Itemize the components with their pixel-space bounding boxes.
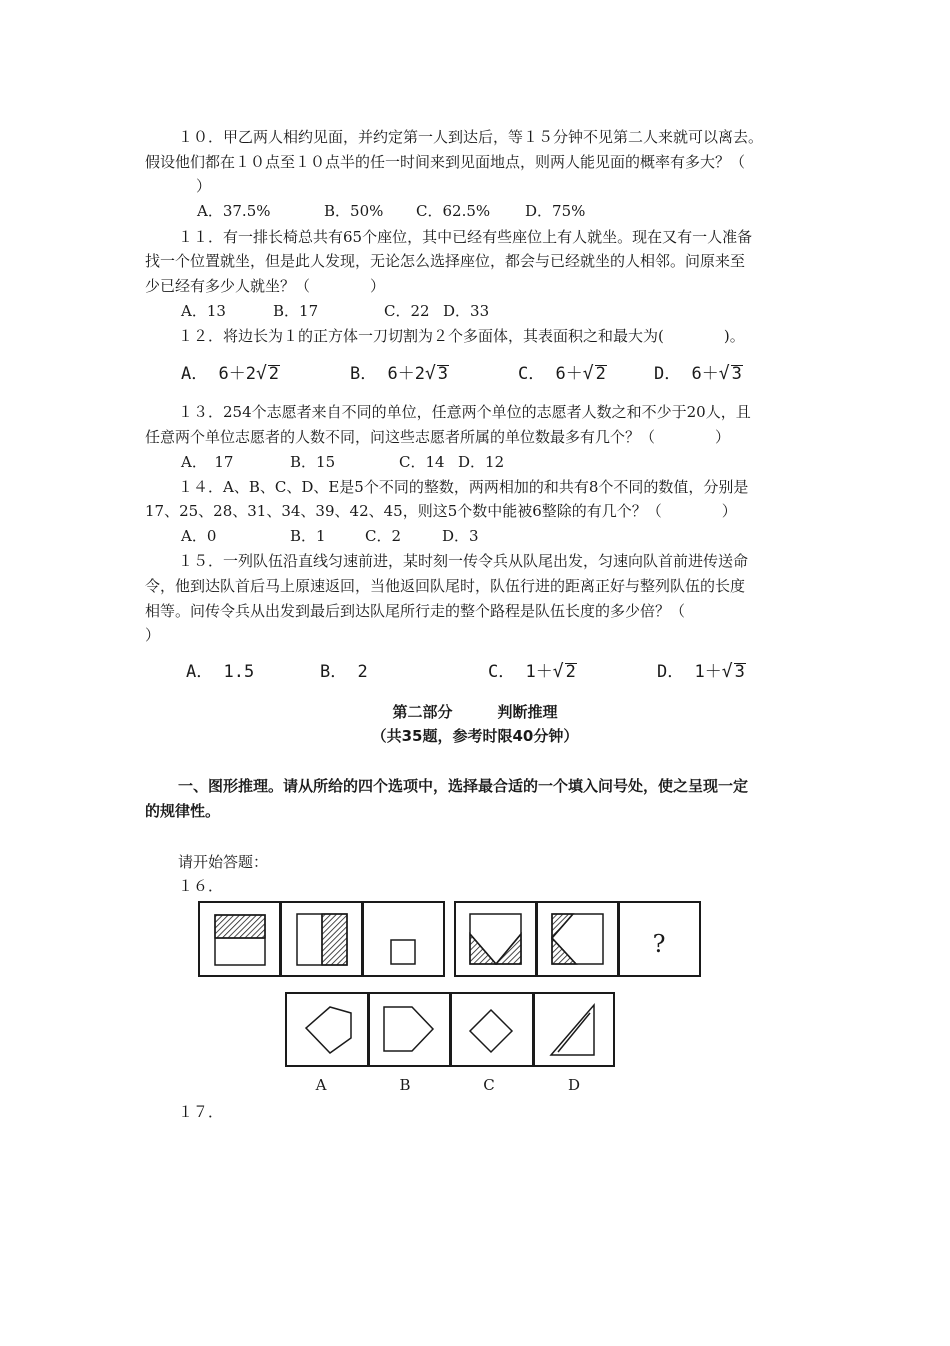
- sequence-box-4: [455, 902, 536, 976]
- q15-line-4: ）: [145, 626, 161, 644]
- shape-small-square: [391, 940, 415, 964]
- q10-option-c: C．62.5%: [416, 202, 491, 220]
- q13-line-2: 任意两个单位志愿者的人数不同，问这些志愿者所属的单位数最多有几个？（ ）: [145, 428, 731, 446]
- q14-line-1: １４．A、B、C、D、E是5个不同的整数，两两相加的和共有8个不同的数值，分别是: [178, 478, 749, 496]
- sequence-box-5: [537, 902, 618, 976]
- instruction-line-1: 一、图形推理。请从所给的四个选项中，选择最合适的一个填入问号处，使之呈现一定: [178, 777, 749, 795]
- q13-option-d: D．12: [458, 453, 505, 471]
- q12-option-a: A． 6＋2√ 2: [181, 363, 280, 384]
- q15-option-c: C． 1＋√ 2: [488, 661, 576, 682]
- q13-option-c: C．14: [399, 453, 445, 471]
- option-box-b: [369, 993, 450, 1066]
- q15-option-a: A． 1.5: [186, 662, 255, 682]
- section-title: 第二部分 判断推理: [392, 703, 558, 721]
- q15-option-b: B． 2: [320, 662, 368, 682]
- option-box-a: [286, 993, 368, 1066]
- q12-option-d: D． 6＋√ 3: [654, 363, 742, 384]
- q13-option-a: A． 17: [181, 453, 234, 471]
- q11-option-c: C．22: [384, 302, 430, 320]
- shape-v-notch-square: [470, 914, 521, 964]
- q11-line-2: 找一个位置就坐，但是此人发现，无论怎么选择座位，都会与已经就坐的人相邻。问原来至: [145, 252, 746, 270]
- q16-label: １６．: [178, 877, 224, 895]
- q14-option-a: A．0: [181, 527, 217, 545]
- shape-left-notch-square: [552, 914, 603, 964]
- q12-line-1: １２．将边长为１的正方体一刀切割为２个多面体，其表面积之和最大为( )。: [178, 327, 745, 345]
- q10-line-2: 假设他们都在１０点至１０点半的任一时间来到见面地点，则两人能见面的概率有多大？（: [145, 153, 746, 171]
- q17-label: １７．: [178, 1103, 224, 1121]
- section-subtitle: （共35题，参考时限40分钟）: [371, 727, 579, 745]
- option-a-pentagon: [306, 1007, 351, 1053]
- q11-option-d: D．33: [443, 302, 490, 320]
- q11-line-3: 少已经有多少人就坐？（ ）: [145, 277, 386, 295]
- q12-option-b: B． 6＋2√ 3: [350, 363, 449, 384]
- q15-option-d: D． 1＋√ 3: [657, 661, 745, 682]
- option-b-pentagon: [384, 1007, 433, 1051]
- q15-line-2: 令，他到达队首后马上原速返回，当他返回队尾时，队伍行进的距离正好与整列队伍的长度: [145, 577, 746, 595]
- option-d-triangle: [551, 1005, 594, 1055]
- q10-option-b: B．50%: [324, 202, 384, 220]
- q12-option-c: C． 6＋√ 2: [518, 363, 606, 384]
- shape-hatched-top-square: [215, 915, 265, 965]
- option-label-b: B: [399, 1076, 411, 1094]
- option-label-c: C: [483, 1076, 495, 1094]
- q10-option-a: A．37.5%: [197, 202, 271, 220]
- q14-option-d: D．3: [442, 527, 479, 545]
- q15-line-3: 相等。问传令兵从出发到最后到达队尾所行走的整个路程是队伍长度的多少倍？（: [145, 602, 686, 620]
- q11-option-a: A．13: [181, 302, 226, 320]
- q10-option-d: D．75%: [525, 202, 586, 220]
- q11-line-1: １１．有一排长椅总共有65个座位，其中已经有些座位上有人就坐。现在又有一人准备: [178, 228, 753, 246]
- shape-hatched-right-square: [297, 914, 347, 965]
- option-box-c: [451, 993, 533, 1066]
- q11-option-b: B．17: [273, 302, 319, 320]
- q14-line-2: 17、25、28、31、34、39、42、45，则这5个数中能被6整除的有几个？（ ）: [145, 502, 737, 520]
- q14-option-b: B．1: [290, 527, 326, 545]
- sequence-row: [199, 902, 700, 976]
- instruction-line-2: 的规律性。: [145, 802, 221, 820]
- sequence-box-3: [363, 902, 444, 976]
- q14-option-c: C．2: [365, 527, 402, 545]
- q15-line-1: １５．一列队伍沿直线匀速前进，某时刻一传令兵从队尾出发，匀速向队首前进传送命: [178, 552, 749, 570]
- q13-line-1: １３．254个志愿者来自不同的单位，任意两个单位的志愿者人数之和不少于20人，且: [178, 403, 751, 421]
- q10-line-1: １０．甲乙两人相约见面，并约定第一人到达后，等１５分钟不见第二人来就可以离去。: [178, 128, 764, 146]
- option-c-diamond: [470, 1010, 512, 1052]
- q10-line-3: ）: [196, 177, 212, 195]
- question-mark: ?: [652, 930, 666, 958]
- option-label-d: D: [567, 1076, 581, 1094]
- start-prompt: 请开始答题：: [178, 853, 269, 871]
- q13-option-b: B．15: [290, 453, 336, 471]
- option-label-a: A: [315, 1076, 327, 1094]
